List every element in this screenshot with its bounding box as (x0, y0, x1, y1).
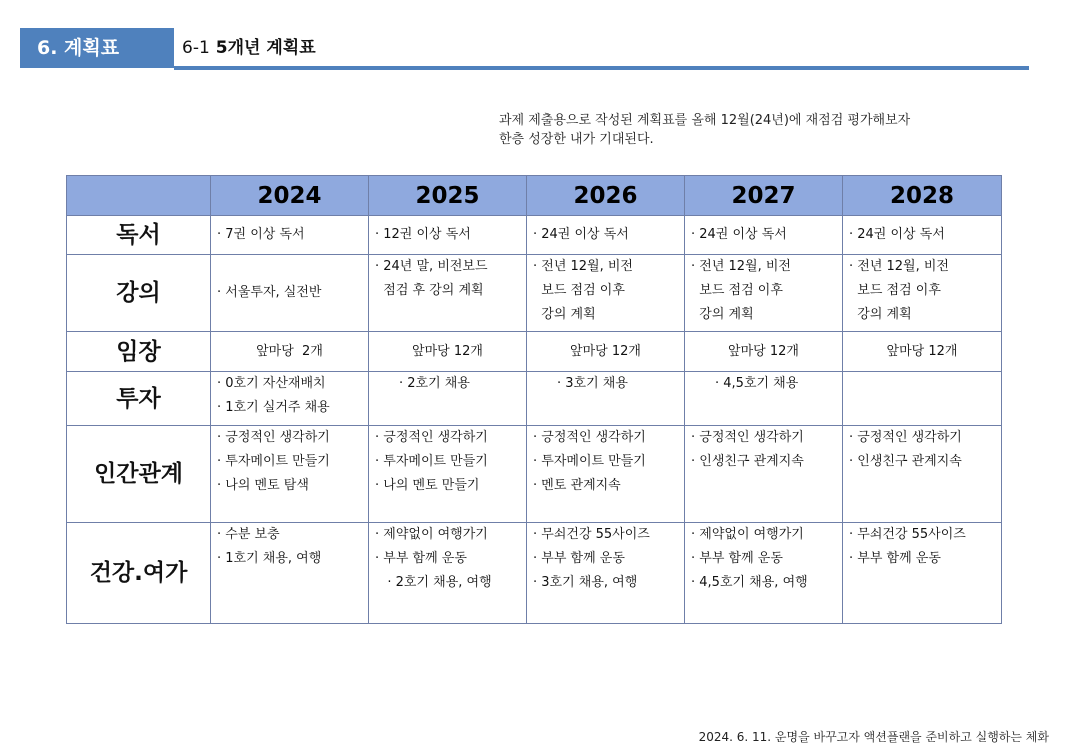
plan-cell-line: · 부부 함께 운동 (375, 551, 467, 566)
plan-cell-line: 강의 계획 (849, 307, 912, 322)
plan-cell-line: · 투자메이트 만들기 (217, 454, 330, 469)
plan-cell-line: 앞마당 2개 (256, 343, 323, 359)
plan-cell-line: 강의 계획 (533, 307, 596, 322)
plan-cell-line: · 2호기 채용 (399, 376, 470, 391)
row-label: 투자 (67, 372, 211, 426)
plan-cell-line: · 긍정적인 생각하기 (849, 430, 962, 445)
plan-cell (527, 426, 685, 523)
plan-cell-line: · 24권 이상 독서 (849, 227, 945, 242)
plan-cell (685, 332, 843, 372)
plan-cell-line: · 1호기 실거주 채용 (217, 400, 330, 415)
plan-cell (685, 426, 843, 523)
plan-cell-line: · 투자메이트 만들기 (375, 454, 488, 469)
plan-cell (843, 426, 1002, 523)
plan-cell-line: · 24권 이상 독서 (533, 227, 629, 242)
row-lectures (67, 255, 1002, 332)
intro-note (499, 111, 1019, 149)
row-health-leisure (67, 523, 1002, 624)
plan-cell (369, 523, 527, 624)
subsection-text: 5개년 계획표 (215, 38, 316, 58)
row-label: 강의 (67, 255, 211, 332)
row-label: 건강.여가 (67, 523, 211, 624)
header-divider (174, 66, 1029, 70)
plan-cell-line: · 24년 말, 비전보드 (375, 259, 488, 274)
section-tab: 6. 계획표 (20, 28, 174, 68)
page-header (20, 28, 1029, 72)
plan-cell (527, 372, 685, 426)
subsection-number: 6-1 (182, 38, 210, 58)
plan-cell (369, 216, 527, 255)
year-header: 2025 (369, 176, 527, 216)
plan-cell-line: · 서울투자, 실전반 (217, 285, 322, 300)
plan-cell-line: · 전년 12월, 비전 (849, 259, 949, 274)
five-year-plan-table (66, 175, 1002, 624)
row-label: 독서 (67, 216, 211, 255)
plan-cell (211, 255, 369, 332)
plan-cell-line: · 무쇠건강 55사이즈 (849, 527, 966, 542)
year-header: 2027 (685, 176, 843, 216)
plan-cell (211, 332, 369, 372)
plan-cell (211, 372, 369, 426)
plan-cell (843, 216, 1002, 255)
plan-cell-line: · 무쇠건강 55사이즈 (533, 527, 650, 542)
plan-cell-line: · 나의 멘토 만들기 (375, 478, 480, 493)
plan-cell-line: · 긍정적인 생각하기 (533, 430, 646, 445)
plan-cell-line: 앞마당 12개 (728, 343, 799, 359)
plan-cell (211, 426, 369, 523)
plan-cell (211, 216, 369, 255)
plan-cell (685, 216, 843, 255)
plan-cell (369, 372, 527, 426)
intro-note-line: 한층 성장한 내가 기대된다. (499, 132, 654, 147)
plan-cell-line: · 전년 12월, 비전 (533, 259, 633, 274)
plan-cell-line: · 2호기 채용, 여행 (375, 575, 492, 590)
plan-cell-line: 앞마당 12개 (412, 343, 483, 359)
plan-cell-line: · 7권 이상 독서 (217, 227, 305, 242)
subsection-title (174, 28, 316, 68)
plan-cell-line: · 4,5호기 채용, 여행 (691, 575, 808, 590)
plan-cell-line: · 긍정적인 생각하기 (691, 430, 804, 445)
plan-cell-line: · 나의 멘토 탐색 (217, 478, 309, 493)
plan-cell-line: · 수분 보충 (217, 527, 280, 542)
plan-cell (211, 523, 369, 624)
year-header: 2028 (843, 176, 1002, 216)
year-header-row (67, 176, 1002, 216)
plan-cell-line: 보드 점검 이후 (691, 283, 783, 298)
row-reading (67, 216, 1002, 255)
row-label: 임장 (67, 332, 211, 372)
plan-cell (843, 255, 1002, 332)
plan-cell (527, 523, 685, 624)
plan-cell-line: · 제약없이 여행가기 (691, 527, 804, 542)
plan-cell-line: · 긍정적인 생각하기 (375, 430, 488, 445)
footer-caption: 2024. 6. 11. 운명을 바꾸고자 액션플랜을 준비하고 실행하는 체화 (698, 730, 1049, 744)
plan-cell-line: · 투자메이트 만들기 (533, 454, 646, 469)
plan-cell-line: · 12권 이상 독서 (375, 227, 471, 242)
plan-cell (685, 523, 843, 624)
plan-cell (369, 426, 527, 523)
plan-cell-line: · 멘토 관계지속 (533, 478, 621, 493)
row-relationships (67, 426, 1002, 523)
plan-cell (527, 332, 685, 372)
plan-cell-line: · 1호기 채용, 여행 (217, 551, 322, 566)
plan-cell (843, 523, 1002, 624)
plan-cell-line: · 4,5호기 채용 (715, 376, 799, 391)
plan-cell-line: 강의 계획 (691, 307, 754, 322)
plan-cell-line: · 제약없이 여행가기 (375, 527, 488, 542)
plan-cell-line: · 인생친구 관계지속 (691, 454, 804, 469)
plan-cell (369, 255, 527, 332)
corner-cell (67, 176, 211, 216)
plan-cell-line: 앞마당 12개 (570, 343, 641, 359)
plan-cell-line: 앞마당 12개 (886, 343, 958, 359)
plan-cell (685, 372, 843, 426)
plan-cell-line: · 3호기 채용, 여행 (533, 575, 638, 590)
year-header: 2024 (211, 176, 369, 216)
plan-cell (527, 255, 685, 332)
plan-cell-line: · 긍정적인 생각하기 (217, 430, 330, 445)
plan-cell-line: · 전년 12월, 비전 (691, 259, 791, 274)
plan-cell-line: 보드 점검 이후 (533, 283, 625, 298)
plan-cell (527, 216, 685, 255)
row-label: 인간관계 (67, 426, 211, 523)
plan-cell-line: · 인생친구 관계지속 (849, 454, 962, 469)
year-header: 2026 (527, 176, 685, 216)
row-site-visits (67, 332, 1002, 372)
intro-note-line: 과제 제출용으로 작성된 계획표를 올해 12월(24년)에 재점검 평가해보자 (499, 113, 911, 128)
plan-cell-line: · 24권 이상 독서 (691, 227, 787, 242)
plan-cell (843, 372, 1002, 426)
plan-cell (843, 332, 1002, 372)
plan-cell-line: · 부부 함께 운동 (533, 551, 625, 566)
row-investment (67, 372, 1002, 426)
plan-cell (369, 332, 527, 372)
plan-cell-line: 점검 후 강의 계획 (375, 283, 484, 298)
plan-cell-line: · 부부 함께 운동 (691, 551, 783, 566)
plan-cell-line: 보드 점검 이후 (849, 283, 941, 298)
plan-cell-line: · 부부 함께 운동 (849, 551, 941, 566)
plan-cell-line: · 0호기 자산재배치 (217, 376, 326, 391)
plan-cell-line: · 3호기 채용 (557, 376, 628, 391)
plan-cell (685, 255, 843, 332)
